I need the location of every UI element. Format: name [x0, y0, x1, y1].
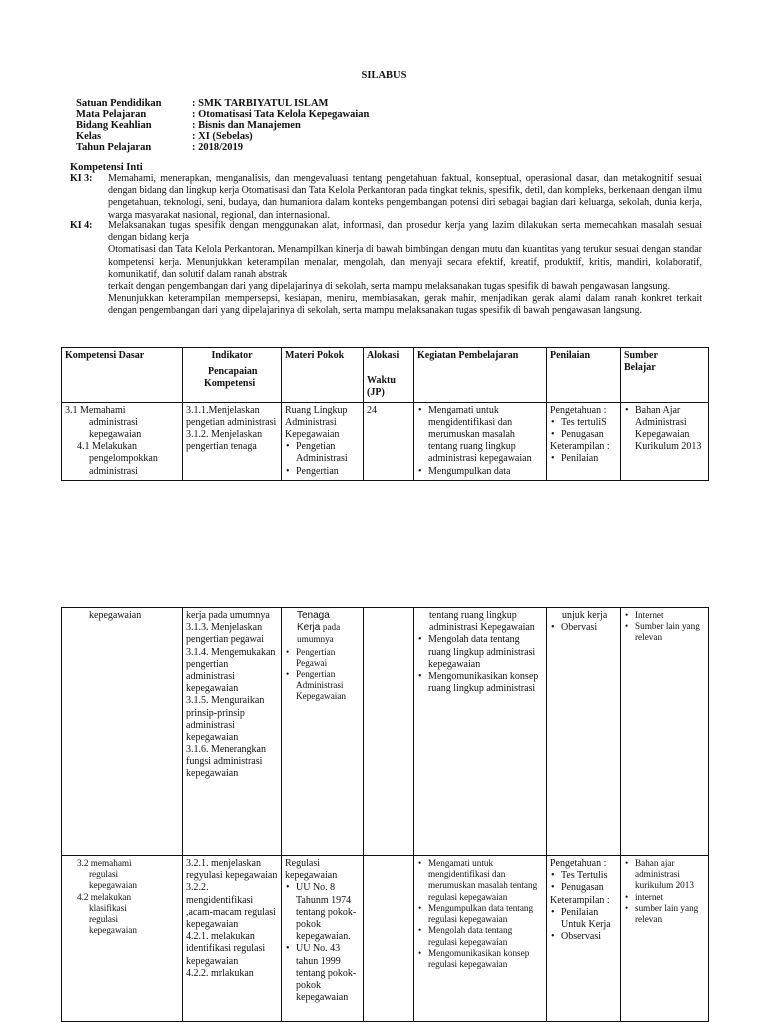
cell-sumber: [621, 608, 709, 856]
table-row: [62, 402, 709, 480]
cell-penilaian: [547, 608, 621, 856]
cell-text: 4.1 Melakukan: [77, 441, 137, 453]
info-value: : Otomatisasi Tata Kelola Kepegawaian: [192, 109, 370, 120]
info-key: Mata Pelajaran: [76, 109, 147, 120]
cell-text: • Obervasi: [550, 622, 617, 634]
cell-kegiatan: [414, 402, 547, 480]
cell-text: administrasi: [89, 416, 138, 428]
ki4-label: KI 4:: [70, 220, 93, 231]
cell-text: kepegawaian: [89, 880, 137, 891]
cell-text: 4.2.1. melakukan identifikasi regulasi kepegawaian: [186, 931, 266, 967]
cell-text: • Penugasan: [550, 882, 617, 894]
cell-text: • Mengamati untuk mengidentifikasi dan merumuskan masalah tentang ruang lingkup administrasi kepegawaian: [417, 405, 543, 466]
cell-text: • Internet: [624, 610, 705, 621]
syllabus-table-part-1: [61, 347, 709, 481]
cell-text: • Tes tertuliS: [550, 417, 617, 429]
cell-text: pada umumnya: [297, 622, 341, 645]
cell-text: pengelompokkan: [89, 453, 158, 465]
cell-text: • Observasi: [550, 931, 617, 943]
table-row: [62, 856, 709, 1022]
header-text: Waktu: [367, 375, 396, 387]
cell-text: unjuk kerja: [562, 610, 608, 621]
cell-text: • Tes Tertulis: [550, 870, 617, 882]
cell-sumber: [621, 402, 709, 480]
header-text: Kompetensi: [204, 378, 256, 390]
cell-alokasi: 24: [364, 402, 414, 480]
ki4-paragraph: terkait dengan pengembangan dari yang dipelajarinya di sekolah, serta mampu melaksanakan tugas spesifik di bawah pengawasan langsung.: [108, 280, 671, 292]
cell-text: • UU No. 8 Tahunm 1974 tentang pokok-pokok kepegawaian.: [285, 882, 360, 943]
cell-indikator: [183, 402, 282, 480]
cell-text: • Mengumpulkan data tentang regulasi kepegawaian: [417, 903, 543, 925]
info-row: [76, 98, 369, 109]
cell-text: kepegawaian: [89, 428, 142, 440]
cell-text: regulasi: [89, 869, 119, 880]
cell-kd: [62, 856, 183, 1022]
cell-text: • Pengertian Administrasi Kepegawaian: [285, 669, 360, 703]
cell-text: • UU No. 43 tahun 1999 tentang pokok-pokok kepegawaian: [285, 943, 360, 1004]
header-kegiatan: Kegiatan Pembelajaran: [414, 348, 547, 403]
cell-text: • Mengomunikasikan konsep regulasi kepegawaian: [417, 948, 543, 970]
cell-text: 3.2 memahami: [77, 858, 132, 868]
cell-text: • Mengamati untuk mengidentifikasi dan merumuskan masalah tentang regulasi kepegawaian: [417, 858, 543, 903]
header-text: Sumber: [624, 350, 658, 361]
cell-text: Pengetahuan :: [550, 858, 607, 869]
cell-text: • Penilaian Untuk Kerja: [550, 907, 617, 931]
cell-text: Pengetahuan :: [550, 404, 607, 416]
cell-text: • Penilaian: [550, 453, 617, 465]
info-row: [76, 142, 369, 153]
ki4-block: [70, 220, 702, 318]
header-indikator: [183, 348, 282, 403]
header-text: Indikator: [211, 350, 253, 361]
header-materi-pokok: Materi Pokok: [282, 348, 364, 403]
cell-text: klasifikasi: [89, 902, 127, 913]
cell-kegiatan: [414, 608, 547, 856]
cell-text: 3.1.6. Menerangkan fungsi administrasi kepegawaian: [186, 744, 266, 780]
cell-penilaian: [547, 402, 621, 480]
cell-text: • Bahan ajar administrasi kurikulum 2013: [624, 858, 705, 892]
ki4-paragraph: Melaksanakan tugas spesifik dengan menggunakan alat, informasi, dan prosedur kerja yang lazim dilakukan serta memecahkan masalah sesuai dengan bidang kerja: [108, 220, 702, 244]
identity-block: [76, 98, 369, 153]
cell-materi: [282, 402, 364, 480]
cell-text: • Pengertian Pegawai: [285, 647, 360, 669]
cell-text: 3.1.3. Menjelaskan pengertian pegawai: [186, 622, 265, 646]
header-alokasi: [364, 348, 414, 403]
info-key: Satuan Pendidikan: [76, 98, 162, 109]
cell-text: Regulasi kepegawaian: [285, 858, 338, 882]
header-text: (JP): [367, 387, 385, 399]
cell-text: • Mengomunikasikan konsep ruang lingkup administrasi: [417, 671, 543, 695]
cell-text: • Pengertian: [285, 466, 360, 478]
cell-text: • Penugasan: [550, 429, 617, 441]
header-sumber: [621, 348, 709, 403]
info-value: : SMK TARBIYATUL ISLAM: [192, 98, 329, 109]
cell-text: 3.1 Memahami: [65, 404, 126, 416]
cell-materi: [282, 856, 364, 1022]
cell-text: • Sumber lain yang relevan: [624, 621, 705, 643]
ki4-paragraph: Otomatisasi dan Tata Kelola Perkantoran. Menampilkan kinerja di bawah bimbingan dengan mutu dan kuantitas yang terukur sesuai dengan standar kompetensi kerja. Menunjukkan keterampilan menalar, mengolah, dan menyaji secara efektif, kreatif, produktif, kritis, mandiri, kolaboratif, komunikatif, dan solutif dalam ranah abstrak: [108, 244, 702, 280]
cell-kegiatan: [414, 856, 547, 1022]
cell-kd: [62, 402, 183, 480]
cell-indikator: [183, 608, 282, 856]
cell-text: regulasi: [89, 914, 119, 925]
header-penilaian: Penilaian: [547, 348, 621, 403]
info-key: Kelas: [76, 131, 102, 142]
info-value: : Bisnis dan Manajemen: [192, 120, 301, 131]
cell-kd: [62, 608, 183, 856]
ki4-paragraph: Menunjukkan keterampilan mempersepsi, kesiapan, meniru, membiasakan, gerak mahir, menjadikan gerak alami dalam ranah konkret terkait dengan pengembangan dari yang dipelajarinya di sekolah, serta mampu melaksanakan tugas spesifik di bawah pengawasan langsung.: [108, 293, 702, 317]
cell-text: 4.2.2. mrlakukan: [186, 967, 254, 979]
cell-sumber: [621, 856, 709, 1022]
cell-text: • Bahan Ajar Administrasi Kepegawaian Kurikulum 2013: [624, 405, 705, 454]
cell-text: 3.2.2. mengidentifikasi ,acam-macam regulasi kepegawaian: [186, 882, 276, 930]
document-title: SILABUS: [361, 70, 407, 81]
header-text: Pencapaian: [208, 366, 258, 378]
cell-text: • sumber lain yang relevan: [624, 903, 705, 925]
cell-text: 3.1.1.Menjelaskan pengetian administrasi: [186, 404, 277, 428]
info-row: [76, 131, 369, 142]
cell-text: • Mengolah data tentang ruang lingkup administrasi kepegawaian: [417, 634, 543, 671]
cell-text: 3.1.5. Menguraikan prinsip-prinsip administrasi kepegawaian: [186, 695, 265, 743]
cell-alokasi: [364, 856, 414, 1022]
cell-text: 3.1.2. Menjelaskan pengertian tenaga: [186, 428, 263, 453]
info-value: : 2018/2019: [192, 142, 244, 153]
cell-text: Keterampilan :: [550, 441, 610, 453]
cell-text: administrasi: [89, 465, 138, 477]
header-kompetensi-dasar: Kompetensi Dasar: [62, 348, 183, 403]
cell-text: 3.2.1. menjelaskan regyulasi kepegawaian: [186, 858, 278, 882]
cell-text: Tenaga: [297, 610, 330, 621]
kompetensi-inti-heading: Kompetensi Inti: [70, 162, 143, 173]
cell-text: tentang ruang lingkup administrasi Kepegawaian: [429, 610, 535, 634]
ki3-label: KI 3:: [70, 173, 93, 184]
cell-text: kepegawaian: [89, 925, 137, 936]
cell-text: • internet: [624, 892, 705, 903]
cell-text: kerja pada umumnya: [186, 610, 270, 621]
cell-text: Ruang Lingkup Administrasi Kepegawaian: [285, 404, 348, 440]
cell-text: • Pengetian Administrasi: [285, 441, 360, 465]
cell-text: 3.1.4. Mengemukakan pengertian administrasi kepegawaian: [186, 646, 276, 695]
cell-text-group: [285, 610, 360, 647]
info-value: : XI (Sebelas): [192, 131, 253, 142]
info-row: [76, 109, 369, 120]
cell-penilaian: [547, 856, 621, 1022]
info-key: Bidang Keahlian: [76, 120, 152, 131]
cell-text: Kerja: [297, 622, 321, 634]
ki3-text: Memahami, menerapkan, menganalisis, dan mengevaluasi tentang pengetahuan faktual, konseptual, operasional dasar, dan metakognitif sesuai dengan bidang dan lingkup kerja Otomatisasi dan Tata Kelola Perkantoran pada tingkat teknis, spesifik, detil, dan kompleks, berkenaan dengan ilmu pengetahuan, teknologi, seni, budaya, dan humaniora dalam konteks pengembangan potensi diri sebagai bagian dari keluarga, sekolah, dunia kerja, warga masyarakat nasional, regional, dan internasional.: [108, 173, 702, 221]
cell-materi: [282, 608, 364, 856]
syllabus-table-part-2: [61, 607, 709, 1022]
info-row: [76, 120, 369, 131]
cell-text: 4.2 melakukan: [77, 891, 132, 902]
info-key: Tahun Pelajaran: [76, 142, 152, 153]
cell-text: kepegawaian: [89, 610, 142, 621]
header-text: Belajar: [624, 362, 656, 374]
cell-alokasi: [364, 608, 414, 856]
cell-text: • Mengolah data tentang regulasi kepegawaian: [417, 925, 543, 947]
cell-text: • Mengumpulkan data: [417, 466, 543, 478]
table-row: [62, 608, 709, 856]
header-text: Alokasi: [367, 350, 400, 361]
cell-indikator: [183, 856, 282, 1022]
ki3-block: [70, 173, 702, 222]
table-header-row: [62, 348, 709, 403]
cell-text: Keterampilan :: [550, 894, 610, 906]
